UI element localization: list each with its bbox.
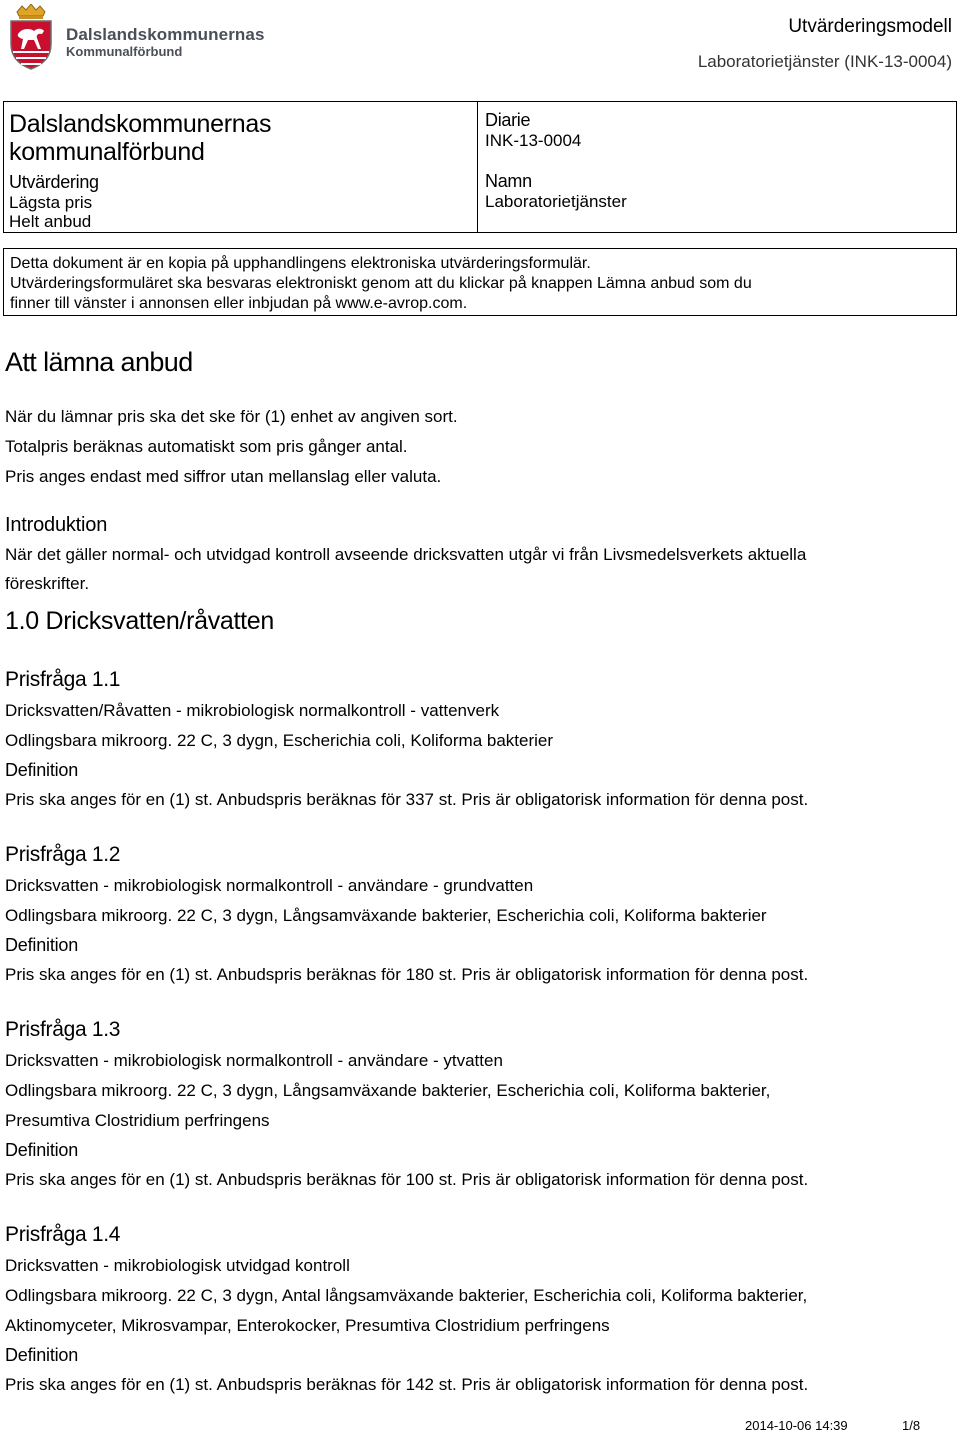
- notice-line-3: finner till vänster i annonsen eller inbjudan på www.e-avrop.com.: [10, 295, 468, 312]
- price-question-name: Dricksvatten - mikrobiologisk normalkontroll - användare - grundvatten: [5, 876, 534, 895]
- price-question-description-cont: Aktinomyceter, Mikrosvampar, Enterokocker, Presumtiva Clostridium perfringens: [5, 1316, 610, 1335]
- att-lamna-line-3: Pris anges endast med siffror utan mellanslag eller valuta.: [5, 467, 442, 486]
- notice-box: [3, 248, 957, 316]
- evaluation-value-1: Lägsta pris: [9, 193, 93, 212]
- definition-label: Definition: [5, 760, 79, 780]
- diarie-value: INK-13-0004: [485, 131, 582, 150]
- logo-subtitle: Kommunalförbund: [66, 44, 183, 59]
- price-question-description-cont: Presumtiva Clostridium perfringens: [5, 1111, 270, 1130]
- organization-name: [9, 110, 271, 166]
- notice-line-2: Utvärderingsformuläret ska besvaras elektroniskt genom att du klickar på knappen Lämna anbud som du: [10, 275, 752, 292]
- price-question-name: Dricksvatten/Råvatten - mikrobiologisk normalkontroll - vattenverk: [5, 701, 500, 720]
- price-instruction: Pris ska anges för en (1) st. Anbudspris beräknas för 337 st. Pris är obligatorisk information för denna post.: [5, 790, 809, 809]
- price-question-title: Prisfråga 1.4: [5, 1223, 121, 1246]
- definition-label: Definition: [5, 935, 79, 955]
- price-question-description: Odlingsbara mikroorg. 22 C, 3 dygn, Långsamväxande bakterier, Escherichia coli, Koliforma bakterier: [5, 906, 767, 925]
- organization-logo: [8, 4, 268, 74]
- footer-date: 2014-10-06 14:39: [745, 1418, 848, 1433]
- evaluation-value-2: Helt anbud: [9, 212, 92, 231]
- section-heading: 1.0 Dricksvatten/råvatten: [5, 607, 275, 635]
- intro-line-2: föreskrifter.: [5, 574, 90, 593]
- price-question-description: Odlingsbara mikroorg. 22 C, 3 dygn, Långsamväxande bakterier, Escherichia coli, Koliforma bakterier,: [5, 1081, 771, 1100]
- price-question-name: Dricksvatten - mikrobiologisk normalkontroll - användare - ytvatten: [5, 1051, 503, 1070]
- price-question-name: Dricksvatten - mikrobiologisk utvidgad kontroll: [5, 1256, 350, 1275]
- notice-line-1: Detta dokument är en kopia på upphandlingens elektroniska utvärderingsformulär.: [10, 255, 591, 272]
- price-question-description: Odlingsbara mikroorg. 22 C, 3 dygn, Antal långsamväxande bakterier, Escherichia coli, Koliforma bakterier,: [5, 1286, 808, 1305]
- info-box: [3, 101, 957, 233]
- evaluation-label: Utvärdering: [9, 172, 99, 192]
- document-subtitle: Laboratorietjänster (INK-13-0004): [697, 52, 952, 71]
- diarie-label: Diarie: [485, 110, 531, 130]
- price-question-title: Prisfråga 1.1: [5, 668, 121, 691]
- organization-line-1: Dalslandskommunernas: [9, 110, 272, 138]
- price-instruction: Pris ska anges för en (1) st. Anbudspris beräknas för 100 st. Pris är obligatorisk information för denna post.: [5, 1170, 809, 1189]
- price-question-description: Odlingsbara mikroorg. 22 C, 3 dygn, Escherichia coli, Koliforma bakterier: [5, 731, 554, 750]
- att-lamna-line-2: Totalpris beräknas automatiskt som pris gånger antal.: [5, 437, 408, 456]
- price-question-title: Prisfråga 1.3: [5, 1018, 121, 1041]
- att-lamna-line-1: När du lämnar pris ska det ske för (1) enhet av angiven sort.: [5, 407, 458, 426]
- namn-label: Namn: [485, 171, 532, 191]
- organization-line-2: kommunalförbund: [9, 138, 205, 166]
- definition-label: Definition: [5, 1345, 79, 1365]
- page-number: 1/8: [902, 1418, 921, 1433]
- price-question-title: Prisfråga 1.2: [5, 843, 121, 866]
- logo-name: Dalslandskommunernas: [66, 25, 265, 44]
- intro-line-1: När det gäller normal- och utvidgad kontroll avseende dricksvatten utgår vi från Livsmedelsverkets aktuella: [5, 545, 807, 564]
- price-instruction: Pris ska anges för en (1) st. Anbudspris beräknas för 180 st. Pris är obligatorisk information för denna post.: [5, 965, 809, 984]
- price-instruction: Pris ska anges för en (1) st. Anbudspris beräknas för 142 st. Pris är obligatorisk information för denna post.: [5, 1375, 809, 1394]
- att-lamna-heading: Att lämna anbud: [5, 347, 193, 377]
- intro-heading: Introduktion: [5, 514, 108, 536]
- document-title: Utvärderingsmodell: [788, 16, 952, 37]
- definition-label: Definition: [5, 1140, 79, 1160]
- coat-of-arms-icon: [8, 4, 54, 70]
- namn-value: Laboratorietjänster: [485, 192, 627, 211]
- info-divider: [477, 102, 478, 232]
- page-header: [0, 0, 960, 90]
